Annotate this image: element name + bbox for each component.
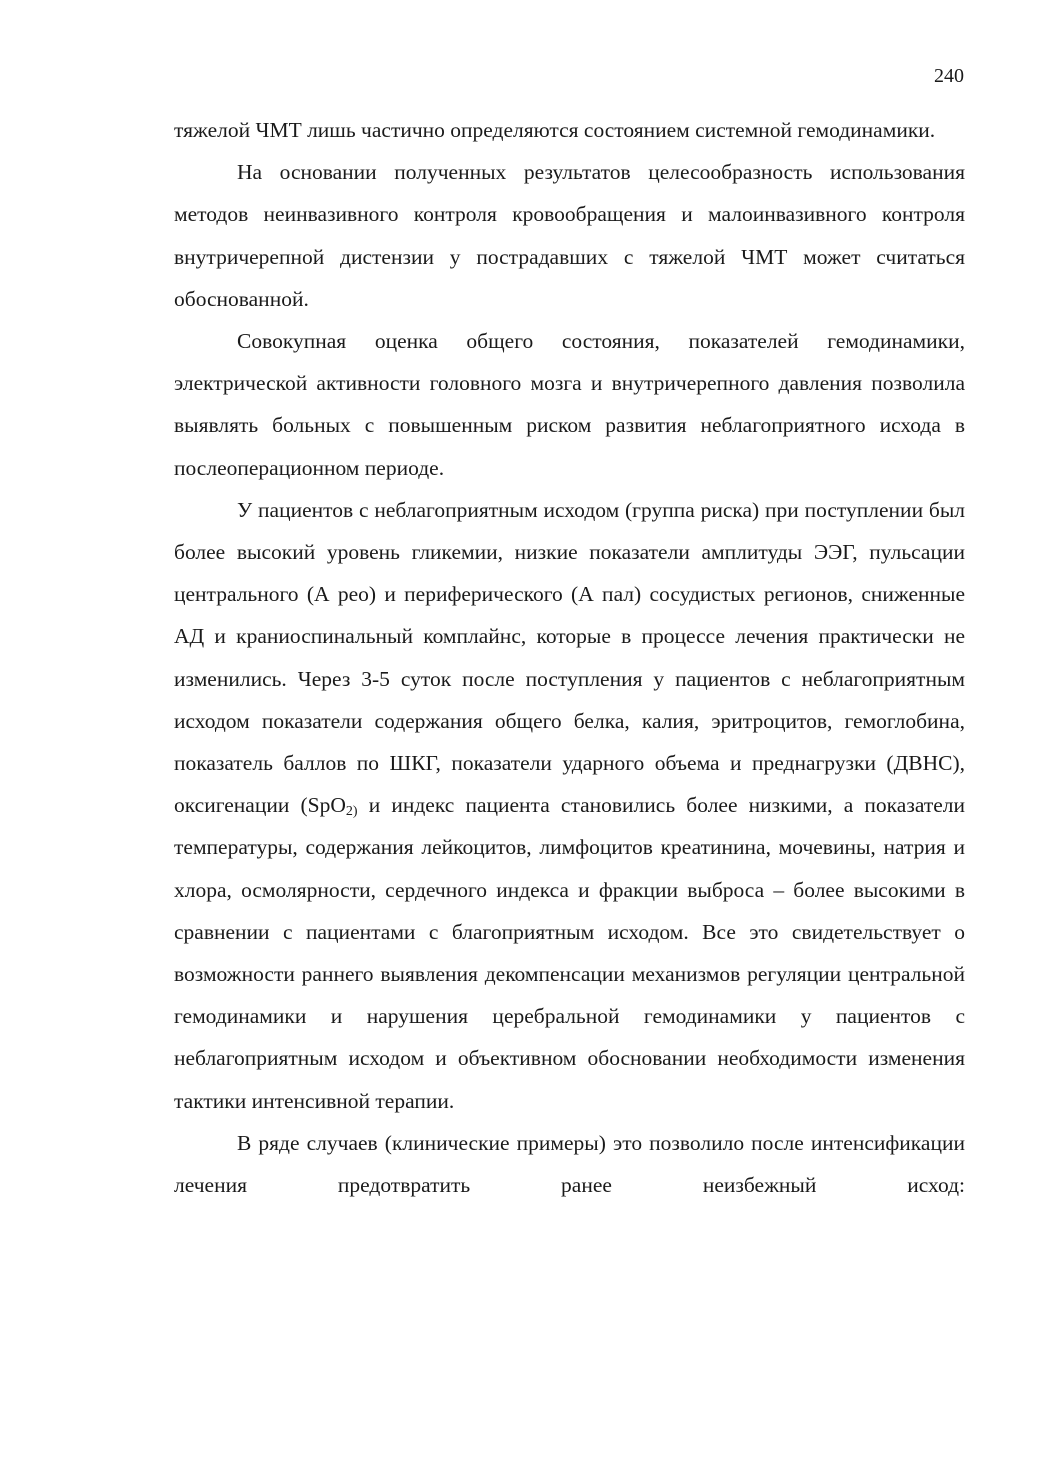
paragraph-2: На основании полученных результатов целесообразность использования методов неинвазивного контроля кровообращения и малоинвазивного контроля внутричерепной дистензии у пострадавших с тяжелой ЧМТ может считаться обоснованной. <box>174 160 965 311</box>
spo2-subscript: 2) <box>345 804 358 820</box>
paragraph-4 <box>174 489 965 1122</box>
paragraph-4-part-2: и индекс пациента становились более низкими, а показатели температуры, содержания лейкоцитов, лимфоцитов креатинина, мочевины, натрия и хлора, осмолярности, сердечного индекса и фракции выброса – более высокими в сравнении с пациентами с благоприятным исходом. Все это свидетельствует о возможности раннего выявления декомпенсации механизмов регуляции центральной гемодинамики и нарушения церебральной гемодинамики у пациентов с неблагоприятным исходом и объективном обосновании необходимости изменения тактики интенсивной терапии. <box>174 793 965 1113</box>
paragraph-3: Совокупная оценка общего состояния, показателей гемодинамики, электрической активности головного мозга и внутричерепного давления позволила выявлять больных с повышенным риском развития неблагоприятного исхода в послеоперационном периоде. <box>174 329 965 480</box>
paragraph-1: тяжелой ЧМТ лишь частично определяются состоянием системной гемодинамики. <box>174 118 936 142</box>
page-number: 240 <box>934 65 964 87</box>
paragraph-4-part-1: У пациентов с неблагоприятным исходом (группа риска) при поступлении был более высокий уровень гликемии, низкие показатели амплитуды ЭЭГ, пульсации центрального (А рео) и периферического (А пал) сосудистых регионов, сниженные АД и краниоспинальный комплайнс, которые в процессе лечения практически не изменились. Через 3-5 суток после поступления у пациентов с неблагоприятным исходом показатели содержания общего белка, калия, эритроцитов, гемоглобина, показатель баллов по ШКГ, показатели ударного объема и преднагрузки (ДВНС), оксигенации (SpO <box>174 497 965 818</box>
body-text <box>174 109 965 1206</box>
paragraph-5: В ряде случаев (клинические примеры) это позволило после интенсификации лечения предотвратить ранее неизбежный исход: <box>174 1130 965 1198</box>
